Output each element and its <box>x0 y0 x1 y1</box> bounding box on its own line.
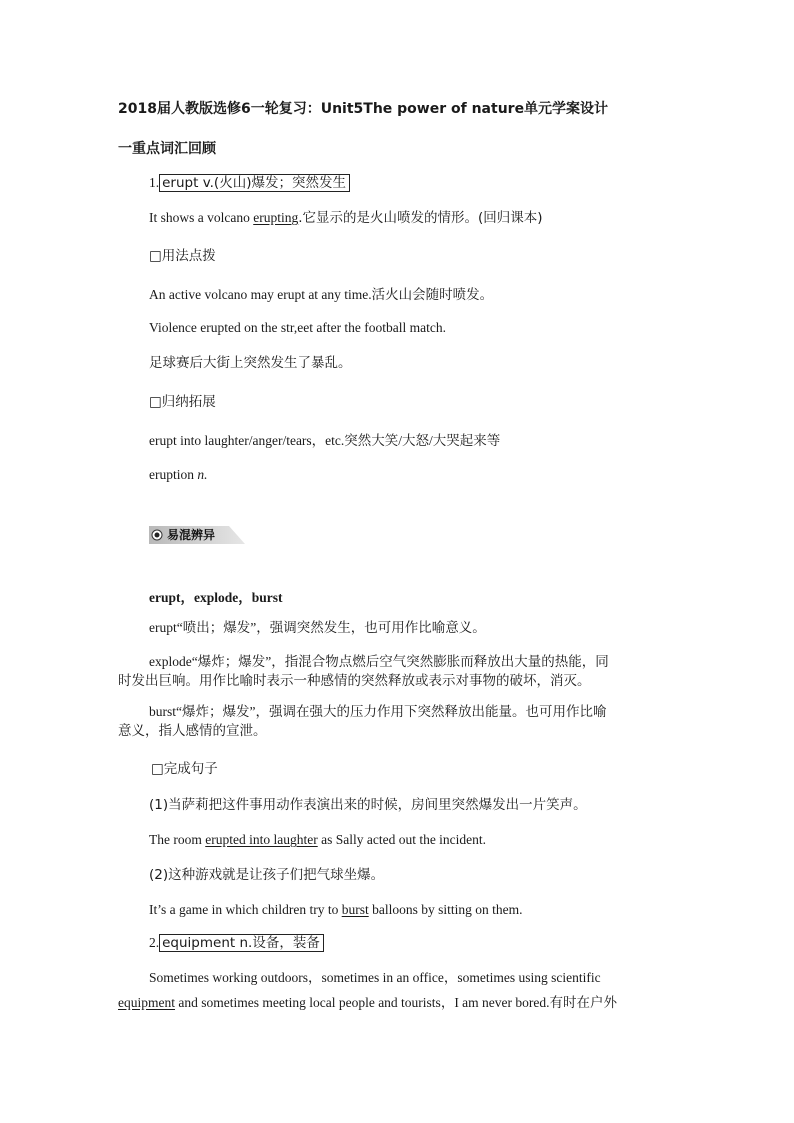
answer-text: The room <box>149 832 206 847</box>
item-number: 2. <box>149 935 160 950</box>
section-heading-vocab: 一重点词汇回顾 <box>118 141 216 157</box>
answer-text: as Sally acted out the incident. <box>317 832 487 847</box>
vocab-item-equipment <box>149 934 324 952</box>
banner-label: 易混辨异 <box>167 528 216 542</box>
underlined-answer: burst <box>341 902 369 917</box>
answer-text: balloons by sitting on them. <box>368 902 523 917</box>
complete-sentences-heading: □完成句子 <box>151 761 218 777</box>
confusable-words-banner <box>149 526 245 544</box>
vocab-headword-box: equipment n.设备，装备 <box>159 934 324 952</box>
usage-example-2-translation: 足球赛后大街上突然发生了暴乱。 <box>149 355 352 371</box>
compare-erupt: erupt“喷出；爆发”，强调突然发生，也可用作比喻意义。 <box>149 620 486 635</box>
exercise-2-prompt: (2)这种游戏就是让孩子们把气球坐爆。 <box>149 867 385 883</box>
answer-text: It’s a game in which children try to <box>149 902 342 917</box>
usage-example-2: Violence erupted on the str,eet after the football match. <box>149 320 447 335</box>
compare-heading: erupt，explode，burst <box>149 590 283 605</box>
example-translation: .它显示的是火山喷发的情形。(回归课本) <box>298 210 543 226</box>
equipment-example-line1: Sometimes working outdoors，sometimes in an office，sometimes using scientific <box>149 970 601 985</box>
exercise-2-answer <box>149 901 522 919</box>
usage-heading: □用法点拨 <box>149 248 216 264</box>
example-text: It shows a volcano <box>149 210 254 225</box>
compare-explode-line2: 时发出巨响。用作比喻时表示一种感情的突然释放或表示对事物的破坏，消灭。 <box>118 673 591 688</box>
compare-burst-line2: 意义，指人感情的宣泄。 <box>118 723 267 738</box>
underlined-answer: erupting <box>253 210 299 225</box>
item-number: 1. <box>149 175 160 190</box>
usage-example-1: An active volcano may erupt at any time.活火山会随时喷发。 <box>149 287 494 302</box>
extension-phrase: erupt into laughter/anger/tears，etc.突然大笑/大怒/大哭起来等 <box>149 433 501 448</box>
derived-word-text: eruption <box>149 467 198 482</box>
vocab-headword-box: erupt v.(火山)爆发；突然发生 <box>159 174 350 192</box>
example-text: and sometimes meeting local people and tourists，I am never bored.有时在户外 <box>175 995 618 1010</box>
exercise-1-answer <box>149 831 486 849</box>
derived-word <box>149 466 208 484</box>
vocab-item-erupt <box>149 174 350 192</box>
textbook-example <box>149 209 543 227</box>
underlined-answer: equipment <box>118 995 175 1010</box>
underlined-answer: erupted into laughter <box>205 832 318 847</box>
part-of-speech: n. <box>197 467 208 482</box>
compare-explode-line1: explode“爆炸；爆发”，指混合物点燃后空气突然膨胀而释放出大量的热能，同 <box>149 654 609 669</box>
exercise-1-prompt: (1)当萨莉把这件事用动作表演出来的时候，房间里突然爆发出一片笑声。 <box>149 797 587 813</box>
compare-burst-line1: burst“爆炸；爆发”，强调在强大的压力作用下突然释放出能量。也可用作比喻 <box>149 704 607 719</box>
equipment-example-line2 <box>118 994 617 1012</box>
document-title: 2018届人教版选修6一轮复习：Unit5The power of nature单元学案设计 <box>118 101 609 117</box>
summary-heading: □归纳拓展 <box>149 394 216 410</box>
